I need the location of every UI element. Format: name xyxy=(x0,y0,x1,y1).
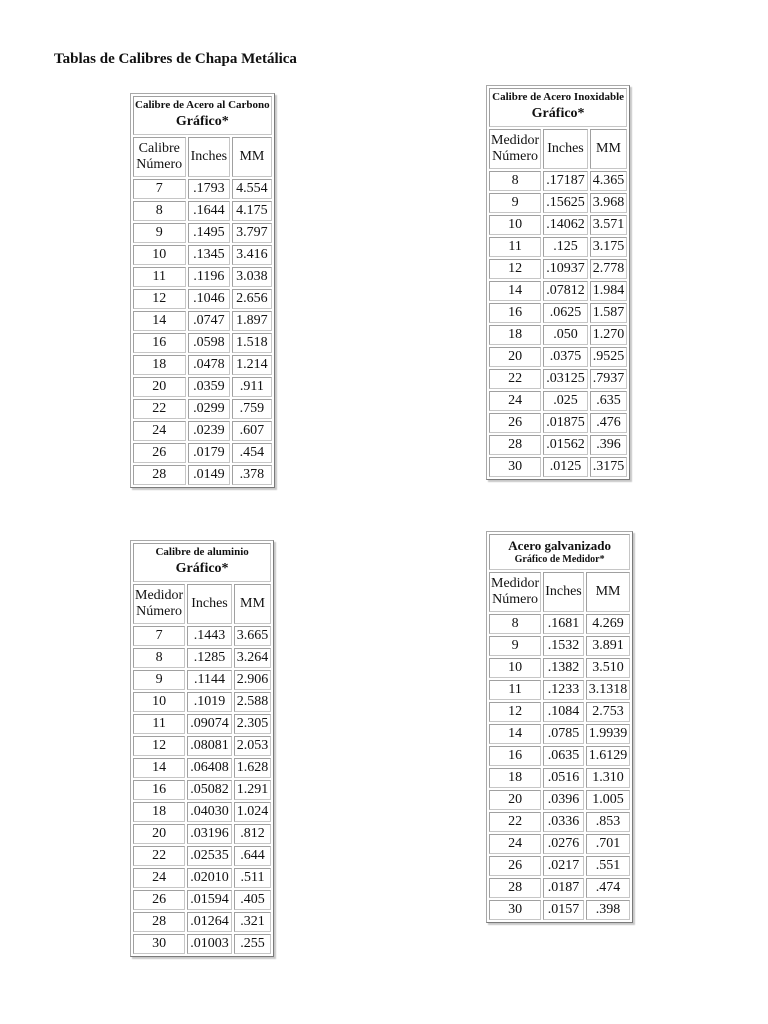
mm-cell: 1.214 xyxy=(232,355,271,375)
inches-cell: .05082 xyxy=(187,780,232,800)
mm-cell: 1.9939 xyxy=(586,724,631,744)
gauge-number-cell: 22 xyxy=(133,399,186,419)
inches-cell: .15625 xyxy=(543,193,588,213)
table-row xyxy=(133,267,272,287)
table-row xyxy=(489,680,630,700)
inches-cell: .04030 xyxy=(187,802,232,822)
gauge-number-cell: 12 xyxy=(133,289,186,309)
inches-cell: .1382 xyxy=(543,658,584,678)
table-caption-subtitle: Gráfico* xyxy=(175,114,229,129)
gauge-number-cell: 10 xyxy=(489,658,541,678)
gauge-number-cell: 28 xyxy=(489,878,541,898)
gauge-number-cell: 11 xyxy=(133,714,185,734)
inches-cell: .1196 xyxy=(188,267,231,287)
gauge-number-cell: 28 xyxy=(133,465,186,485)
table-row xyxy=(133,223,272,243)
gauge-number-cell: 16 xyxy=(133,780,185,800)
inches-cell: .08081 xyxy=(187,736,232,756)
gauge-number-cell: 8 xyxy=(489,171,541,191)
mm-cell: 1.005 xyxy=(586,790,631,810)
gauge-number-cell: 26 xyxy=(489,856,541,876)
inches-cell: .01875 xyxy=(543,413,588,433)
table-row xyxy=(133,736,271,756)
gauge-number-cell: 28 xyxy=(489,435,541,455)
table-row xyxy=(489,435,627,455)
inches-cell: .01264 xyxy=(187,912,232,932)
table-caption-title: Acero galvanizado xyxy=(508,538,611,553)
mm-cell: 3.571 xyxy=(590,215,628,235)
mm-cell: 1.310 xyxy=(586,768,631,788)
stainless-steel-gauge-table xyxy=(486,85,630,480)
table-caption xyxy=(489,534,630,570)
table-row xyxy=(133,714,271,734)
table-row xyxy=(489,702,630,722)
mm-cell: 4.175 xyxy=(232,201,271,221)
inches-cell: .02535 xyxy=(187,846,232,866)
gauge-number-cell: 24 xyxy=(489,834,541,854)
gauge-number-cell: 14 xyxy=(489,724,541,744)
table-row xyxy=(133,289,272,309)
inches-cell: .1681 xyxy=(543,614,584,634)
mm-cell: 2.053 xyxy=(234,736,272,756)
table-row xyxy=(133,626,271,646)
gauge-number-header: Medidor Número xyxy=(133,584,185,624)
inches-cell: .0179 xyxy=(188,443,231,463)
inches-cell: .0217 xyxy=(543,856,584,876)
table-row xyxy=(133,824,271,844)
inches-cell: .0336 xyxy=(543,812,584,832)
gauge-number-cell: 9 xyxy=(133,670,185,690)
table-row xyxy=(489,724,630,744)
gauge-number-cell: 18 xyxy=(489,325,541,345)
mm-cell: .398 xyxy=(586,900,631,920)
inches-cell: .0747 xyxy=(188,311,231,331)
mm-cell: 1.628 xyxy=(234,758,272,778)
table-caption xyxy=(489,88,627,127)
inches-cell: .0239 xyxy=(188,421,231,441)
mm-cell: 3.175 xyxy=(590,237,628,257)
mm-header: MM xyxy=(586,572,631,612)
table-caption-subtitle: Gráfico de Medidor* xyxy=(514,554,605,565)
mm-cell: 1.291 xyxy=(234,780,272,800)
table-row xyxy=(133,333,272,353)
inches-cell: .0187 xyxy=(543,878,584,898)
table-row xyxy=(133,648,271,668)
aluminum-gauge-table xyxy=(130,540,274,957)
table-row xyxy=(133,912,271,932)
inches-cell: .01594 xyxy=(187,890,232,910)
gauge-number-cell: 16 xyxy=(133,333,186,353)
gauge-number-cell: 28 xyxy=(133,912,185,932)
table-row xyxy=(133,934,271,954)
inches-cell: .0125 xyxy=(543,457,588,477)
mm-cell: 3.510 xyxy=(586,658,631,678)
table-row xyxy=(489,614,630,634)
mm-cell: .476 xyxy=(590,413,628,433)
inches-cell: .14062 xyxy=(543,215,588,235)
mm-cell: 2.753 xyxy=(586,702,631,722)
inches-cell: .0516 xyxy=(543,768,584,788)
inches-cell: .03196 xyxy=(187,824,232,844)
gauge-number-cell: 11 xyxy=(489,680,541,700)
gauge-number-cell: 11 xyxy=(489,237,541,257)
inches-cell: .0375 xyxy=(543,347,588,367)
table-row xyxy=(489,237,627,257)
gauge-number-cell: 8 xyxy=(489,614,541,634)
table-row xyxy=(133,443,272,463)
inches-cell: .1144 xyxy=(187,670,232,690)
mm-cell: .812 xyxy=(234,824,272,844)
table-row xyxy=(489,325,627,345)
inches-cell: .01562 xyxy=(543,435,588,455)
gauge-number-cell: 12 xyxy=(489,259,541,279)
inches-cell: .06408 xyxy=(187,758,232,778)
table-row xyxy=(489,347,627,367)
mm-cell: .7937 xyxy=(590,369,628,389)
mm-cell: .607 xyxy=(232,421,271,441)
inches-cell: .1285 xyxy=(187,648,232,668)
gauge-number-cell: 18 xyxy=(133,355,186,375)
mm-cell: 3.797 xyxy=(232,223,271,243)
table-row xyxy=(133,868,271,888)
inches-cell: .025 xyxy=(543,391,588,411)
gauge-number-cell: 30 xyxy=(133,934,185,954)
gauge-number-cell: 30 xyxy=(489,900,541,920)
gauge-number-cell: 7 xyxy=(133,179,186,199)
table-row xyxy=(489,812,630,832)
table-row xyxy=(133,465,272,485)
inches-cell: .07812 xyxy=(543,281,588,301)
table-row xyxy=(133,890,271,910)
inches-cell: .1495 xyxy=(188,223,231,243)
table-row xyxy=(489,171,627,191)
mm-cell: 1.897 xyxy=(232,311,271,331)
gauge-number-cell: 20 xyxy=(133,824,185,844)
table-row xyxy=(133,780,271,800)
mm-cell: .911 xyxy=(232,377,271,397)
table-caption-subtitle: Gráfico* xyxy=(175,561,229,576)
table-row xyxy=(489,746,630,766)
mm-cell: 1.024 xyxy=(234,802,272,822)
mm-cell: 3.968 xyxy=(590,193,628,213)
inches-cell: .1793 xyxy=(188,179,231,199)
gauge-number-cell: 18 xyxy=(489,768,541,788)
mm-cell: 4.554 xyxy=(232,179,271,199)
gauge-number-cell: 24 xyxy=(489,391,541,411)
gauge-number-cell: 26 xyxy=(489,413,541,433)
mm-cell: 2.906 xyxy=(234,670,272,690)
gauge-number-cell: 10 xyxy=(489,215,541,235)
inches-cell: .1443 xyxy=(187,626,232,646)
table-row xyxy=(133,758,271,778)
table-row xyxy=(489,391,627,411)
mm-cell: .474 xyxy=(586,878,631,898)
inches-cell: .0299 xyxy=(188,399,231,419)
gauge-number-cell: 14 xyxy=(133,758,185,778)
mm-cell: .644 xyxy=(234,846,272,866)
inches-cell: .17187 xyxy=(543,171,588,191)
gauge-number-cell: 18 xyxy=(133,802,185,822)
table-row xyxy=(133,421,272,441)
inches-cell: .1084 xyxy=(543,702,584,722)
gauge-number-cell: 20 xyxy=(489,790,541,810)
gauge-number-cell: 16 xyxy=(489,303,541,323)
mm-cell: .9525 xyxy=(590,347,628,367)
inches-cell: .0396 xyxy=(543,790,584,810)
table-row xyxy=(489,856,630,876)
gauge-number-cell: 16 xyxy=(489,746,541,766)
inches-cell: .1046 xyxy=(188,289,231,309)
mm-cell: 3.416 xyxy=(232,245,271,265)
inches-cell: .0149 xyxy=(188,465,231,485)
galvanized-steel-gauge-table xyxy=(486,531,633,923)
table-row xyxy=(133,846,271,866)
mm-cell: 1.6129 xyxy=(586,746,631,766)
inches-header: Inches xyxy=(543,572,584,612)
gauge-number-cell: 9 xyxy=(489,193,541,213)
carbon-steel-gauge-table xyxy=(130,93,275,488)
table-row xyxy=(489,259,627,279)
gauge-number-cell: 14 xyxy=(489,281,541,301)
table-row xyxy=(489,636,630,656)
inches-cell: .1532 xyxy=(543,636,584,656)
mm-cell: .759 xyxy=(232,399,271,419)
inches-cell: .0359 xyxy=(188,377,231,397)
table-row xyxy=(489,369,627,389)
mm-cell: 2.305 xyxy=(234,714,272,734)
inches-cell: .01003 xyxy=(187,934,232,954)
gauge-number-cell: 10 xyxy=(133,692,185,712)
mm-cell: .551 xyxy=(586,856,631,876)
table-row xyxy=(133,692,271,712)
table-caption-subtitle: Gráfico* xyxy=(531,106,585,121)
inches-cell: .0598 xyxy=(188,333,231,353)
gauge-number-cell: 20 xyxy=(489,347,541,367)
inches-cell: .1019 xyxy=(187,692,232,712)
gauge-number-cell: 20 xyxy=(133,377,186,397)
gauge-number-cell: 26 xyxy=(133,443,186,463)
gauge-number-cell: 11 xyxy=(133,267,186,287)
gauge-number-header: Medidor Número xyxy=(489,129,541,169)
mm-header: MM xyxy=(234,584,272,624)
table-row xyxy=(489,413,627,433)
inches-cell: .050 xyxy=(543,325,588,345)
table-row xyxy=(489,768,630,788)
gauge-number-cell: 10 xyxy=(133,245,186,265)
inches-header: Inches xyxy=(188,137,231,177)
gauge-number-cell: 8 xyxy=(133,648,185,668)
table-row xyxy=(133,201,272,221)
table-caption xyxy=(133,96,272,135)
table-row xyxy=(133,377,272,397)
inches-cell: .1345 xyxy=(188,245,231,265)
inches-header: Inches xyxy=(543,129,588,169)
inches-cell: .0635 xyxy=(543,746,584,766)
gauge-number-cell: 24 xyxy=(133,421,186,441)
mm-cell: .3175 xyxy=(590,457,628,477)
inches-cell: .02010 xyxy=(187,868,232,888)
mm-cell: 3.665 xyxy=(234,626,272,646)
table-caption-title: Calibre de Acero Inoxidable xyxy=(492,91,625,103)
table-row xyxy=(489,215,627,235)
gauge-number-cell: 8 xyxy=(133,201,186,221)
table-row xyxy=(133,399,272,419)
table-row xyxy=(489,281,627,301)
inches-cell: .0276 xyxy=(543,834,584,854)
mm-cell: .255 xyxy=(234,934,272,954)
table-row xyxy=(133,311,272,331)
inches-cell: .1233 xyxy=(543,680,584,700)
mm-cell: .454 xyxy=(232,443,271,463)
table-row xyxy=(489,658,630,678)
inches-cell: .1644 xyxy=(188,201,231,221)
mm-cell: .853 xyxy=(586,812,631,832)
mm-cell: 3.264 xyxy=(234,648,272,668)
mm-cell: .635 xyxy=(590,391,628,411)
table-row xyxy=(133,802,271,822)
mm-cell: 2.588 xyxy=(234,692,272,712)
table-row xyxy=(133,245,272,265)
gauge-number-cell: 22 xyxy=(133,846,185,866)
mm-cell: .396 xyxy=(590,435,628,455)
inches-cell: .0157 xyxy=(543,900,584,920)
mm-cell: 3.038 xyxy=(232,267,271,287)
inches-cell: .125 xyxy=(543,237,588,257)
mm-cell: 4.365 xyxy=(590,171,628,191)
table-caption-title: Calibre de Acero al Carbono xyxy=(135,99,270,111)
mm-cell: 1.587 xyxy=(590,303,628,323)
mm-header: MM xyxy=(590,129,628,169)
gauge-number-cell: 12 xyxy=(133,736,185,756)
inches-cell: .0478 xyxy=(188,355,231,375)
gauge-number-cell: 26 xyxy=(133,890,185,910)
mm-cell: 3.1318 xyxy=(586,680,631,700)
mm-cell: 2.656 xyxy=(232,289,271,309)
mm-cell: .511 xyxy=(234,868,272,888)
mm-cell: 3.891 xyxy=(586,636,631,656)
mm-cell: 1.518 xyxy=(232,333,271,353)
table-row xyxy=(489,303,627,323)
inches-cell: .03125 xyxy=(543,369,588,389)
mm-cell: .321 xyxy=(234,912,272,932)
table-row xyxy=(489,457,627,477)
mm-cell: .701 xyxy=(586,834,631,854)
gauge-number-cell: 14 xyxy=(133,311,186,331)
gauge-number-cell: 9 xyxy=(489,636,541,656)
table-row xyxy=(133,355,272,375)
inches-cell: .0785 xyxy=(543,724,584,744)
page-title: Tablas de Calibres de Chapa Metálica xyxy=(54,51,297,67)
table-row xyxy=(133,179,272,199)
mm-cell: 1.984 xyxy=(590,281,628,301)
mm-cell: 1.270 xyxy=(590,325,628,345)
gauge-number-cell: 22 xyxy=(489,812,541,832)
gauge-number-cell: 30 xyxy=(489,457,541,477)
table-caption-title: Calibre de aluminio xyxy=(155,546,249,558)
table-row xyxy=(489,790,630,810)
gauge-number-cell: 24 xyxy=(133,868,185,888)
table-row xyxy=(489,834,630,854)
mm-cell: .405 xyxy=(234,890,272,910)
table-row xyxy=(489,193,627,213)
mm-cell: .378 xyxy=(232,465,271,485)
inches-cell: .0625 xyxy=(543,303,588,323)
gauge-number-cell: 12 xyxy=(489,702,541,722)
gauge-number-header: Medidor Número xyxy=(489,572,541,612)
inches-cell: .10937 xyxy=(543,259,588,279)
gauge-number-cell: 7 xyxy=(133,626,185,646)
mm-cell: 2.778 xyxy=(590,259,628,279)
table-row xyxy=(133,670,271,690)
gauge-number-header: Calibre Número xyxy=(133,137,186,177)
inches-cell: .09074 xyxy=(187,714,232,734)
gauge-number-cell: 22 xyxy=(489,369,541,389)
gauge-number-cell: 9 xyxy=(133,223,186,243)
mm-header: MM xyxy=(232,137,271,177)
table-caption xyxy=(133,543,271,582)
inches-header: Inches xyxy=(187,584,232,624)
mm-cell: 4.269 xyxy=(586,614,631,634)
table-row xyxy=(489,900,630,920)
table-row xyxy=(489,878,630,898)
